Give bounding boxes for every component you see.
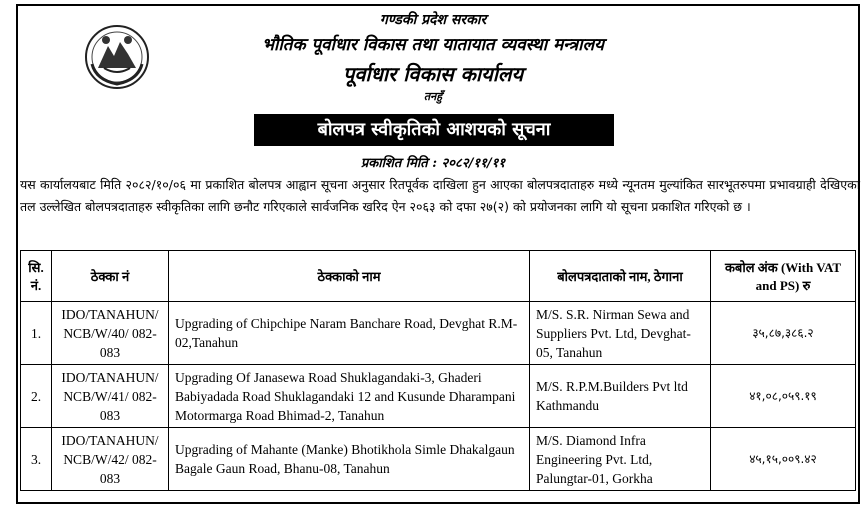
table-row: [21, 365, 856, 428]
row-sn: 1.: [21, 302, 52, 365]
row-amount: ३५,८७,३८६.२: [711, 302, 856, 365]
table-row: [21, 428, 856, 491]
row-amount: ४१,०८,०५९.१९: [711, 365, 856, 428]
notice-body: यस कार्यालयबाट मिति २०८२/१०/०६ मा प्रकाशित बोलपत्र आह्वान सूचना अनुसार रितपूर्वक दाखिला हुन आएका बोलपत्रदाताहरु मध्ये न्यूनतम मुल्यांकित सारभूतरुपमा प्रभावग्राही देखिएका तल उल्लेखित बोलपत्रदाताहरु स्वीकृतिका लागि छनौट गरिएकाले सार्वजनिक खरिद ऐन २०६३ को दफा २७(२) को प्रयोजनका लागि यो सूचना प्रकाशित गरिएको छ ।: [20, 177, 860, 214]
office-name: पूर्वाधार विकास कार्यालय: [342, 62, 524, 86]
row-contract-name: Upgrading of Mahante (Manke) Bhotikhola Simle Dhakalgaun Bagale Gaun Road, Bhanu-08, Tanahun: [169, 428, 530, 491]
header-contract-name: ठेक्काको नाम: [169, 251, 530, 302]
row-contract-no: IDO/TANAHUN/ NCB/W/40/ 082-083: [52, 302, 169, 365]
row-amount: ४५,१५,००९.४२: [711, 428, 856, 491]
notice-title: बोलपत्र स्वीकृतिको आशयको सूचना: [254, 114, 614, 146]
header-contract-no: ठेक्का नं: [52, 251, 169, 302]
row-contract-name: Upgrading of Chipchipe Naram Banchare Road, Devghat R.M-02,Tanahun: [169, 302, 530, 365]
header-amount: कबोल अंक (With VAT and PS) रु: [711, 251, 856, 302]
row-bidder: M/S. Diamond Infra Engineering Pvt. Ltd, Palungtar-01, Gorkha: [530, 428, 711, 491]
header-sn: सि. नं.: [21, 251, 52, 302]
table-header-row: [21, 251, 856, 302]
government-name: गण्डकी प्रदेश सरकार: [379, 12, 487, 28]
district-name: तनहुँ: [423, 90, 443, 103]
bid-table: [20, 250, 856, 491]
row-contract-no: IDO/TANAHUN/ NCB/W/41/ 082-083: [52, 365, 169, 428]
ministry-name: भौतिक पूर्वाधार विकास तथा यातायात व्यवस्था मन्त्रालय: [262, 35, 604, 55]
row-contract-name: Upgrading Of Janasewa Road Shuklagandaki-3, Ghaderi Babiyadada Road Shuklagandaki 12 and Kusunde Dharampani Motormarga Road Bhimad-2, Tanahun: [169, 365, 530, 428]
row-sn: 3.: [21, 428, 52, 491]
row-bidder: M/S. R.P.M.Builders Pvt ltd Kathmandu: [530, 365, 711, 428]
header-bidder: बोलपत्रदाताको नाम, ठेगाना: [530, 251, 711, 302]
published-date: प्रकाशित मिति : २०८२/११/११: [360, 156, 506, 171]
row-bidder: M/S. S.R. Nirman Sewa and Suppliers Pvt. Ltd, Devghat-05, Tanahun: [530, 302, 711, 365]
table-row: [21, 302, 856, 365]
row-sn: 2.: [21, 365, 52, 428]
row-contract-no: IDO/TANAHUN/ NCB/W/42/ 082-083: [52, 428, 169, 491]
